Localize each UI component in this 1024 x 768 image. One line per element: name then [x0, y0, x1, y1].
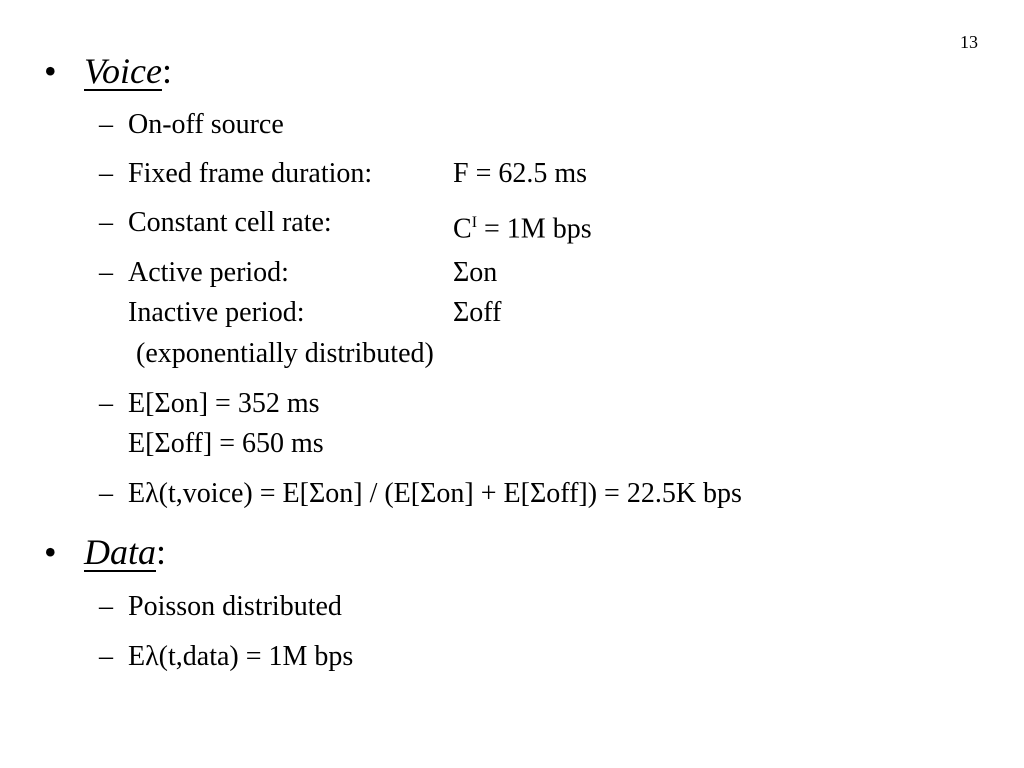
distribution-note: (exponentially distributed) [136, 338, 434, 369]
cell-rate-rest: = 1M bps [477, 213, 592, 245]
dash-icon: – [99, 207, 113, 238]
dash-icon: – [99, 478, 113, 509]
data-colon: : [156, 532, 167, 572]
dash-icon: – [99, 109, 113, 140]
cell-rate-label: Constant cell rate: [128, 207, 332, 238]
active-period-label: Active period: [128, 257, 289, 288]
inactive-period-label: Inactive period: [128, 297, 305, 328]
on-off-source: On-off source [128, 109, 284, 140]
expected-on: E[Σon] = 352 ms [128, 388, 320, 419]
cell-rate-base: C [453, 213, 472, 245]
data-title: Data [84, 532, 156, 572]
cell-rate-value [453, 203, 592, 249]
poisson-distributed: Poisson distributed [128, 591, 342, 622]
frame-duration-label: Fixed frame duration: [128, 158, 373, 189]
bullet-icon: • [44, 51, 57, 91]
voice-rate-formula: Eλ(t,voice) = E[Σon] / (E[Σon] + E[Σoff]) = 22.5K bps [128, 478, 742, 509]
bullet-icon: • [44, 532, 57, 572]
dash-icon: – [99, 158, 113, 189]
voice-title: Voice [84, 51, 162, 91]
active-period-value: Σon [453, 257, 498, 288]
page-number: 13 [960, 32, 978, 52]
dash-icon: – [99, 388, 113, 419]
inactive-period-value: Σoff [453, 297, 502, 328]
dash-icon: – [99, 591, 113, 622]
expected-off: E[Σoff] = 650 ms [128, 428, 324, 459]
cell-rate-superscript: I [471, 214, 478, 231]
dash-icon: – [99, 641, 113, 672]
data-rate-formula: Eλ(t,data) = 1M bps [128, 641, 354, 672]
frame-duration-value: F = 62.5 ms [453, 158, 588, 189]
dash-icon: – [99, 257, 113, 288]
voice-colon: : [161, 51, 172, 91]
